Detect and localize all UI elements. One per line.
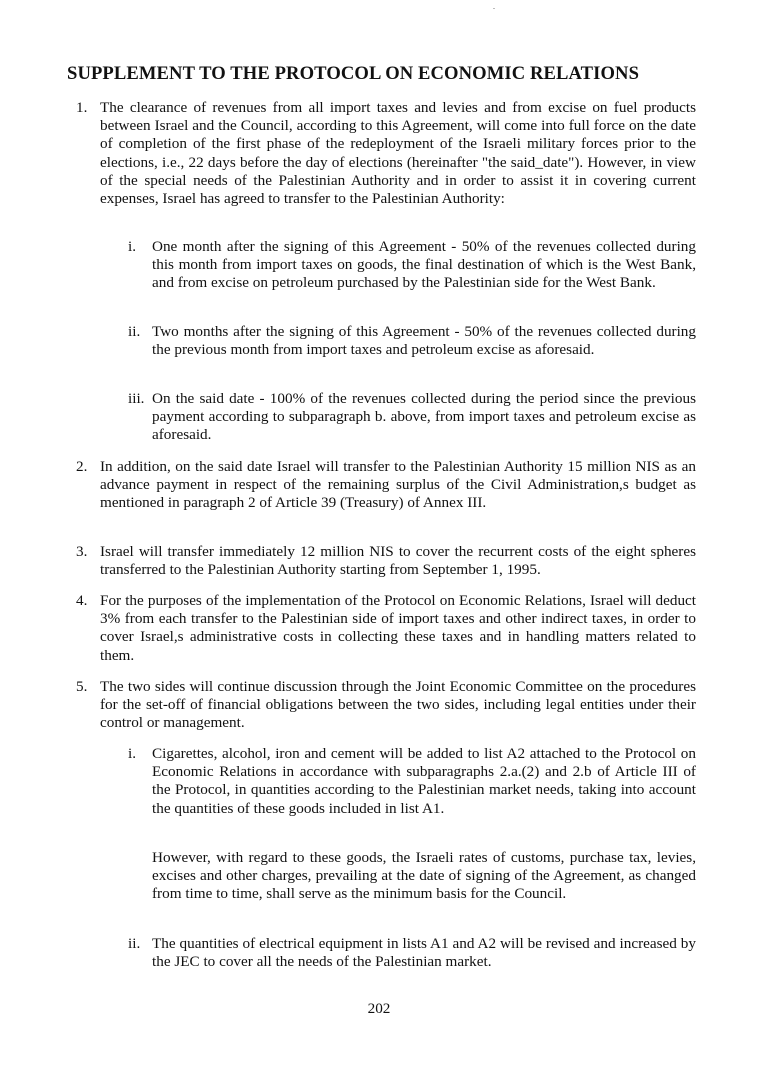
item-3-text: Israel will transfer immediately 12 million NIS to cover the recurrent costs of the eight spheres transferred to the Palestinian Authority starting from September 1, 1995. (100, 543, 696, 579)
item-2-number: 2. (76, 458, 88, 475)
item-1-text: The clearance of revenues from all import taxes and levies and from excise on fuel products between Israel and the Council, according to this Agreement, will come into full force on the date of completion of the first phase of the redeployment of the Israeli military forces prior to the elections, i.e., 22 days before the day of elections (hereinafter "the said_date"). However, in view of the special needs of the Palestinian Authority and in order to assist it in covering current expenses, Israel has agreed to transfer to the Palestinian Authority: (100, 99, 696, 208)
subitem-text: Two months after the signing of this Agreement - 50% of the revenues collected during the previous month from import taxes and petroleum excise as aforesaid. (152, 323, 696, 359)
item-4-text: For the purposes of the implementation of the Protocol on Economic Relations, Israel will deduct 3% from each transfer to the Palestinian side of import taxes and other indirect taxes, in order to cover Israel,s administrative costs in collecting these taxes and in handling matters related to them. (100, 592, 696, 664)
subitem-number: i. (128, 238, 137, 255)
item-1-number: 1. (76, 99, 88, 116)
item-5-text: The two sides will continue discussion through the Joint Economic Committee on the procedures for the set-off of financial obligations between the two sides, including legal entities under their control or management. (100, 678, 696, 732)
item-5-subitem-ii (128, 935, 696, 971)
item-2-text: In addition, on the said date Israel will transfer to the Palestinian Authority 15 million NIS as an advance payment in respect of the remaining surplus of the Civil Administration,s budget as mentioned in paragraph 2 of Article 39 (Treasury) of Annex III. (100, 458, 696, 512)
scan-speck (493, 8, 495, 9)
item-1-subitem-i (128, 238, 696, 293)
item-1-subitem-iii (128, 390, 696, 445)
item-4-number: 4. (76, 592, 88, 609)
item-3 (76, 543, 696, 579)
subitem-number: i. (128, 745, 137, 762)
subitem-number: ii. (128, 323, 141, 340)
item-5-number: 5. (76, 678, 88, 695)
document-title: SUPPLEMENT TO THE PROTOCOL ON ECONOMIC RELATIONS (67, 63, 640, 84)
item-5-subitem-i-continuation: However, with regard to these goods, the Israeli rates of customs, purchase tax, levies, excises and other charges, prevailing at the date of signing of the Agreement, as changed from time to time, shall serve as the minimum basis for the Council. (152, 849, 696, 903)
page-number: 202 (367, 1000, 391, 1017)
subitem-text: On the said date - 100% of the revenues collected during the period since the previous payment according to subparagraph b. above, from import taxes and petroleum excise as aforesaid. (152, 390, 696, 444)
subitem-text: The quantities of electrical equipment in lists A1 and A2 will be revised and increased by the JEC to cover all the needs of the Palestinian market. (152, 935, 696, 971)
item-2 (76, 458, 696, 513)
item-1 (76, 99, 696, 208)
item-4 (76, 592, 696, 665)
item-3-number: 3. (76, 543, 88, 560)
subitem-number: ii. (128, 935, 141, 952)
item-5-subitem-i (128, 745, 696, 818)
subitem-number: iii. (128, 390, 145, 407)
subitem-text: One month after the signing of this Agreement - 50% of the revenues collected during this month from import taxes on goods, the final destination of which is the West Bank, and from excise on petroleum purchased by the Palestinian side for the West Bank. (152, 238, 696, 292)
item-5 (76, 678, 696, 733)
subitem-text: Cigarettes, alcohol, iron and cement will be added to list A2 attached to the Protocol on Economic Relations in accordance with subparagraphs 2.a.(2) and 2.b of Article III of the Protocol, in quantities according to the Palestinian market needs, taking into account the quantities of these goods included in list A1. (152, 745, 696, 817)
item-1-subitem-ii (128, 323, 696, 359)
